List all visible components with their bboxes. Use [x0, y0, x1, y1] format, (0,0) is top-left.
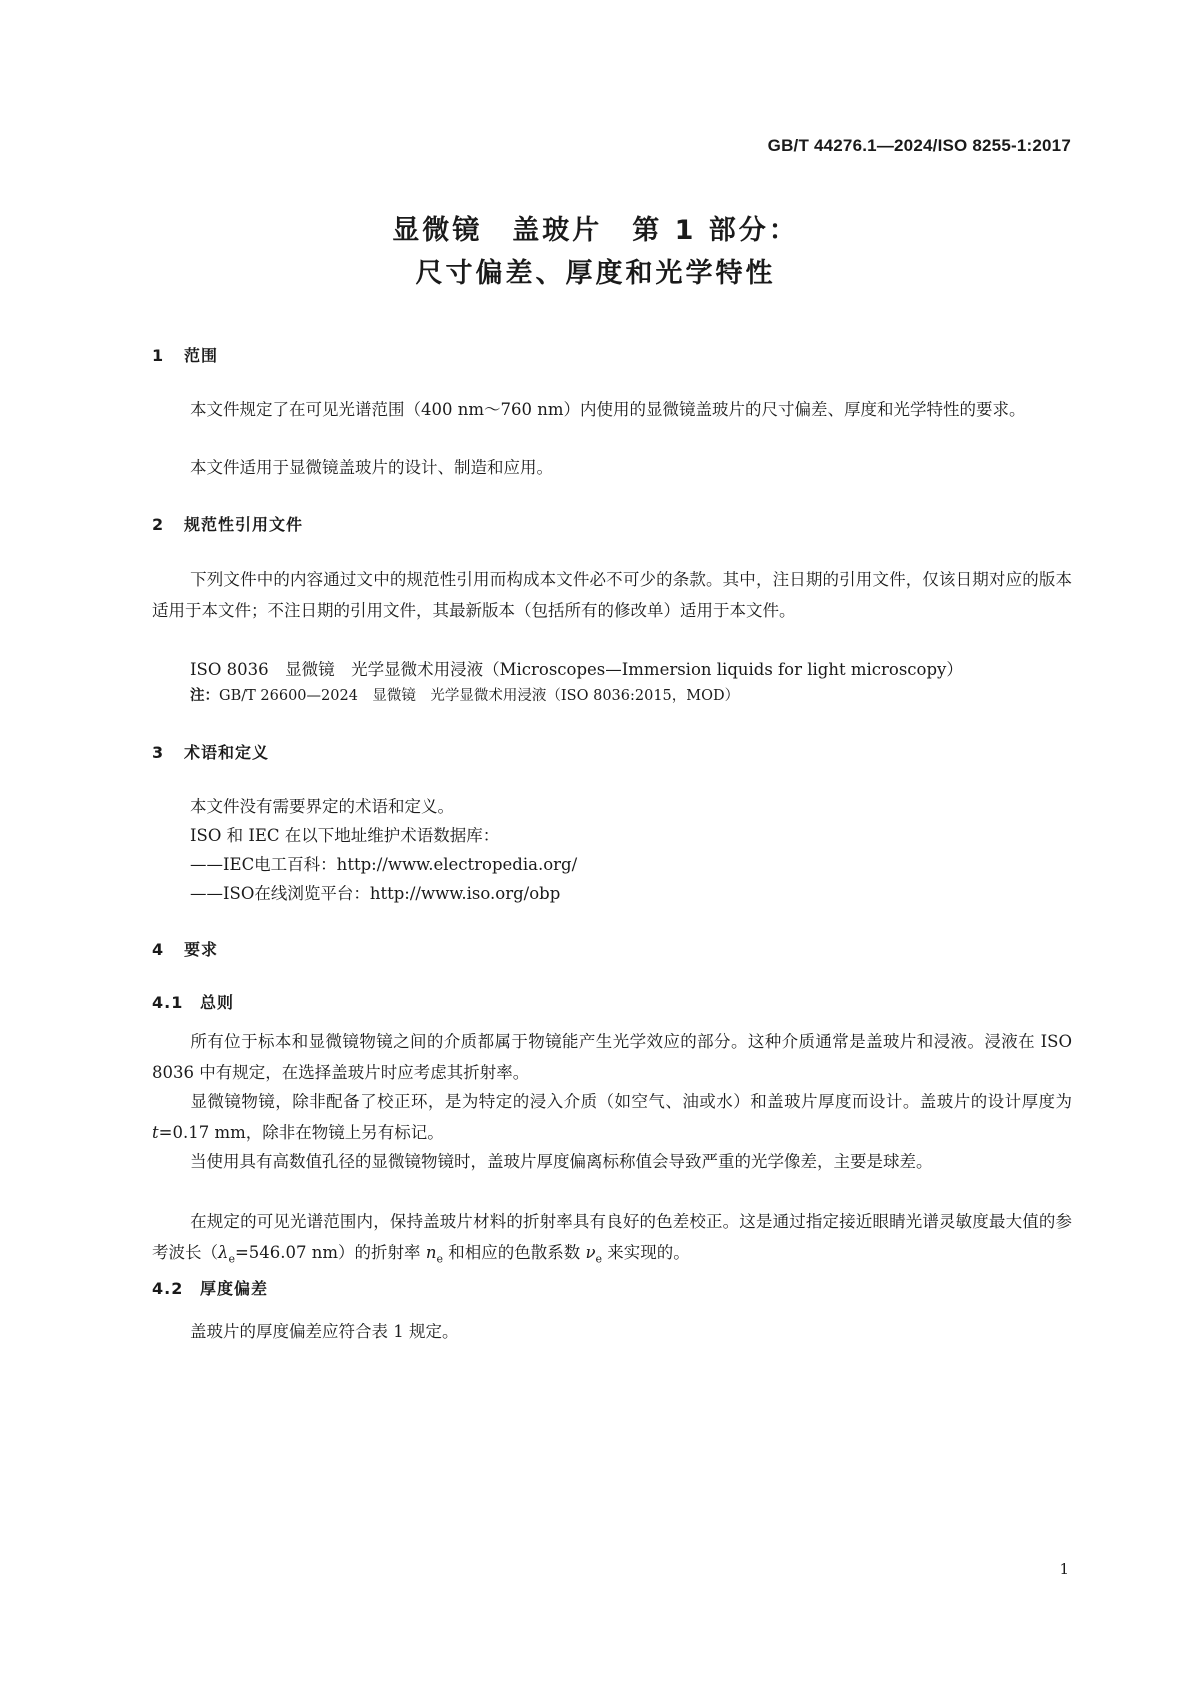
section-4-heading: [152, 937, 218, 960]
section-2-heading: [152, 512, 303, 535]
section-title: 范围: [184, 346, 219, 365]
section-2-paragraph-1: 下列文件中的内容通过文中的规范性引用而构成本文件必不可少的条款。其中，注日期的引用文件，仅该日期对应的版本适用于本文件；不注日期的引用文件，其最新版本（包括所有的修改单）适用于本文件。: [152, 570, 1072, 620]
section-number: 4.2: [152, 1279, 184, 1298]
section-title: 术语和定义: [184, 743, 270, 762]
note-text: GB/T 26600—2024 显微镜 光学显微术用浸液（ISO 8036:2015，MOD）: [219, 688, 740, 704]
section-4-1-heading: [152, 990, 234, 1013]
section-number: 4: [152, 940, 165, 959]
section-4-1-paragraph-4: 在规定的可见光谱范围内，保持盖玻片材料的折射率具有良好的色差校正。这是通过指定接近眼睛光谱灵敏度最大值的参考波长（$\lambda_e=546.07$ nm）的折射率 $n_e$ 和相应的色散系数 $\nu_e$ 来实现的。: [152, 1212, 1072, 1266]
section-1-paragraph-1: 本文件规定了在可见光谱范围（400 nm～760 nm）内使用的显微镜盖玻片的尺寸偏差、厚度和光学特性的要求。: [190, 400, 1026, 419]
section-title: 要求: [184, 940, 219, 959]
section-number: 3: [152, 743, 165, 762]
page-number: 1: [1059, 1560, 1069, 1578]
section-number: 4.1: [152, 993, 184, 1012]
standard-id: GB/T 44276.1—2024/ISO 8255-1:2017: [767, 136, 1071, 155]
section-title: 规范性引用文件: [184, 515, 304, 534]
note-label: 注：: [190, 688, 219, 704]
section-1-heading: [152, 343, 218, 366]
section-1-paragraph-2: 本文件适用于显微镜盖玻片的设计、制造和应用。: [190, 458, 553, 477]
section-4-1-paragraph-1: 所有位于标本和显微镜物镜之间的介质都属于物镜能产生光学效应的部分。这种介质通常是盖玻片和浸液。浸液在 ISO 8036 中有规定，在选择盖玻片时应考虑其折射率。: [152, 1032, 1072, 1082]
document-title-line2: 尺寸偏差、厚度和光学特性: [415, 258, 776, 289]
section-4-2-heading: [152, 1276, 268, 1299]
reference-note: [190, 684, 739, 705]
lambda-symbol: λ: [218, 1243, 229, 1262]
section-3-heading: [152, 740, 269, 763]
section-4-2-paragraph-1: 盖玻片的厚度偏差应符合表 1 规定。: [190, 1322, 459, 1341]
normative-reference: ISO 8036 显微镜 光学显微术用浸液（Microscopes—Immersion liquids for light microscopy）: [190, 660, 963, 679]
iec-electropedia-link[interactable]: ——IEC电工百科：http://www.electropedia.org/: [190, 855, 578, 874]
section-4-1-paragraph-2: 显微镜物镜，除非配备了校正环，是为特定的浸入介质（如空气、油或水）和盖玻片厚度而设计。盖玻片的设计厚度为 t=0.17 mm，除非在物镜上另有标记。: [152, 1092, 1072, 1142]
iso-obp-link[interactable]: ——ISO在线浏览平台：http://www.iso.org/obp: [190, 884, 561, 903]
section-4-1-paragraph-3: 当使用具有高数值孔径的显微镜物镜时，盖玻片厚度偏离标称值会导致严重的光学像差，主要是球差。: [190, 1152, 933, 1171]
document-title-line1: 显微镜 盖玻片 第 1 部分：: [392, 215, 799, 246]
refractive-index-symbol: n: [425, 1243, 437, 1262]
thickness-variable: t: [152, 1123, 159, 1142]
section-3-paragraph-1: 本文件没有需要界定的术语和定义。: [190, 797, 454, 816]
section-title: 总则: [200, 993, 235, 1012]
section-number: 1: [152, 346, 165, 365]
section-number: 2: [152, 515, 165, 534]
dispersion-symbol: ν: [585, 1243, 596, 1262]
section-title: 厚度偏差: [200, 1279, 269, 1298]
section-3-paragraph-2: ISO 和 IEC 在以下地址维护术语数据库：: [190, 826, 500, 845]
